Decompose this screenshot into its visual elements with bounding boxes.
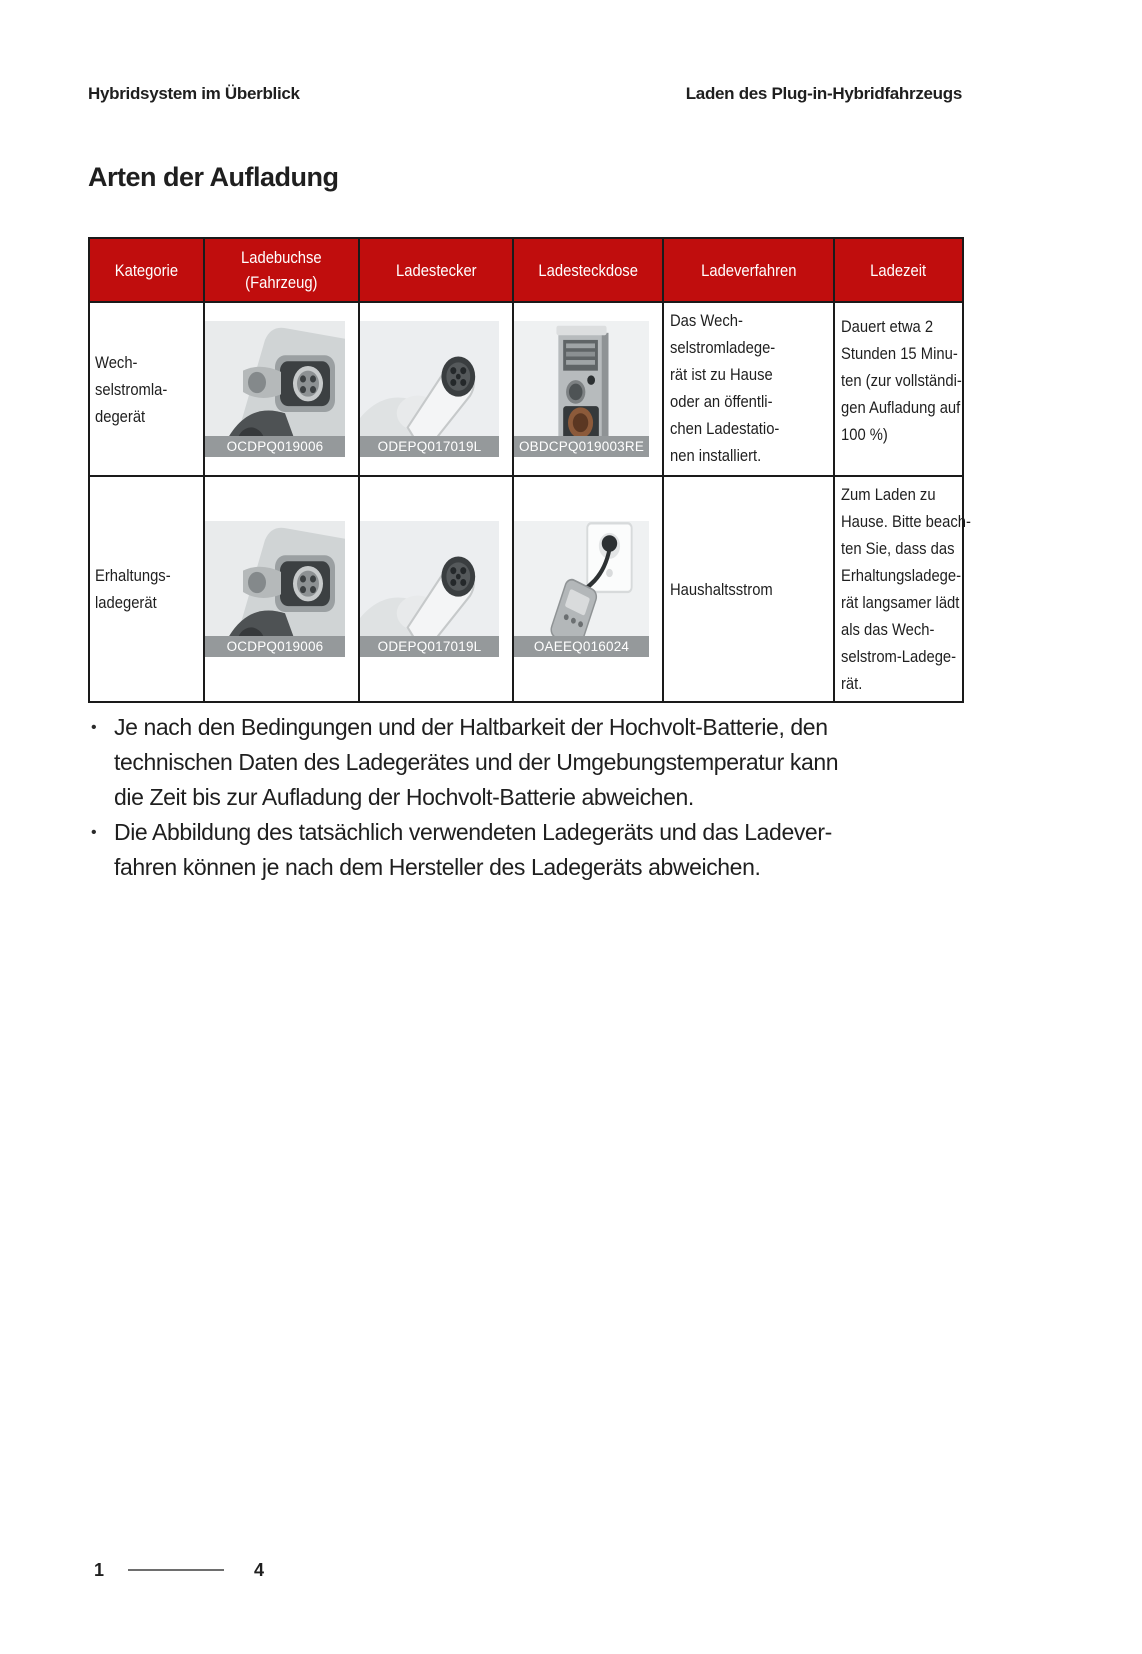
ladestecker-image-cell	[359, 302, 513, 476]
vehicle-charge-port-photo	[205, 321, 345, 457]
ladestecker-image-cell	[359, 476, 513, 702]
notes-list	[86, 710, 1006, 885]
note-item	[86, 710, 1006, 815]
image-code-caption: OCDPQ019006	[205, 436, 345, 457]
table-row-wechselstromladegeraet	[89, 302, 963, 476]
category-label: Erhaltungs- ladegerät	[95, 566, 171, 612]
image-code-caption: OCDPQ019006	[205, 636, 345, 657]
note-text: Je nach den Bedingungen und der Haltbarkeit der Hochvolt-Batterie, den technischen Daten des Ladegerätes und der Umgebungstemperatur kann die Zeit bis zur Aufladung der Hochvolt-Batterie abweichen.	[114, 714, 839, 810]
table-row-erhaltungsladegeraet	[89, 476, 963, 702]
ladeverfahren-text: Haushaltsstrom	[670, 579, 773, 599]
chapter-number: 1	[94, 1559, 105, 1580]
col-header-ladeverfahren-label: Ladeverfahren	[700, 260, 797, 280]
image-code-caption: OAEEQ016024	[514, 636, 649, 657]
note-text: Die Abbildung des tatsächlich verwendeten Ladegeräts und das Ladever- fahren können je nach dem Hersteller des Ladegeräts abweichen.	[114, 819, 832, 880]
col-header-ladesteckdose	[513, 238, 663, 302]
col-header-ladestecker-label: Ladestecker	[395, 260, 477, 280]
image-code-caption: OBDCPQ019003RE	[514, 436, 649, 457]
ladesteckdose-image-cell	[513, 476, 663, 702]
section-title: Hybridsystem im Überblick	[88, 84, 300, 103]
ladeverfahren-cell	[663, 302, 834, 476]
col-header-ladeverfahren	[663, 238, 834, 302]
ladezeit-text: Dauert etwa 2 Stunden 15 Minu- ten (zur vollständi- gen Aufladung auf 100 %)	[841, 317, 962, 444]
col-header-ladezeit-label: Ladezeit	[870, 260, 927, 280]
bullet-icon: •	[91, 719, 97, 736]
charging-types-table	[88, 237, 971, 703]
charging-station-photo	[514, 321, 649, 457]
ladebuchse-image-cell	[204, 476, 359, 702]
col-header-kategorie	[89, 238, 204, 302]
vehicle-charge-port-photo	[205, 521, 345, 657]
col-header-ladebuchse-label: Ladebuchse (Fahrzeug)	[241, 248, 322, 292]
page-number: 4	[254, 1559, 265, 1580]
ladebuchse-image-cell	[204, 302, 359, 476]
image-code-caption: ODEPQ017019L	[360, 436, 499, 457]
note-item	[86, 815, 1006, 885]
ladezeit-cell	[834, 302, 963, 476]
ladeverfahren-text: Das Wech- selstromladege- rät ist zu Hause oder an öffentli- chen Ladestatio- nen installiert.	[670, 311, 780, 465]
bullet-icon: •	[91, 824, 97, 841]
category-cell	[89, 302, 204, 476]
charging-plug-photo	[360, 321, 499, 457]
table-header-row	[89, 238, 963, 302]
col-header-ladesteckdose-label: Ladesteckdose	[538, 260, 638, 280]
page-footer	[94, 1558, 264, 1582]
ladezeit-cell	[834, 476, 971, 702]
footer-divider	[128, 1569, 224, 1571]
ladezeit-text: Zum Laden zu Hause. Bitte beach- ten Sie, dass das Erhaltungsladege- rät langsamer lädt als das Wech- selstrom-Ladege- rät.	[841, 485, 971, 693]
ladesteckdose-image-cell	[513, 302, 663, 476]
image-code-caption: ODEPQ017019L	[360, 636, 499, 657]
col-header-ladebuchse	[204, 238, 359, 302]
ladeverfahren-cell	[663, 476, 834, 702]
running-header	[88, 84, 962, 104]
col-header-ladezeit	[834, 238, 963, 302]
col-header-kategorie-label: Kategorie	[114, 260, 179, 280]
charging-plug-photo	[360, 521, 499, 657]
category-cell	[89, 476, 204, 702]
category-label: Wech- selstromla- degerät	[95, 352, 168, 426]
chapter-title: Laden des Plug-in-Hybridfahrzeugs	[685, 84, 962, 103]
household-outlet-photo	[514, 521, 649, 657]
page-title: Arten der Aufladung	[88, 162, 339, 192]
col-header-ladestecker	[359, 238, 513, 302]
